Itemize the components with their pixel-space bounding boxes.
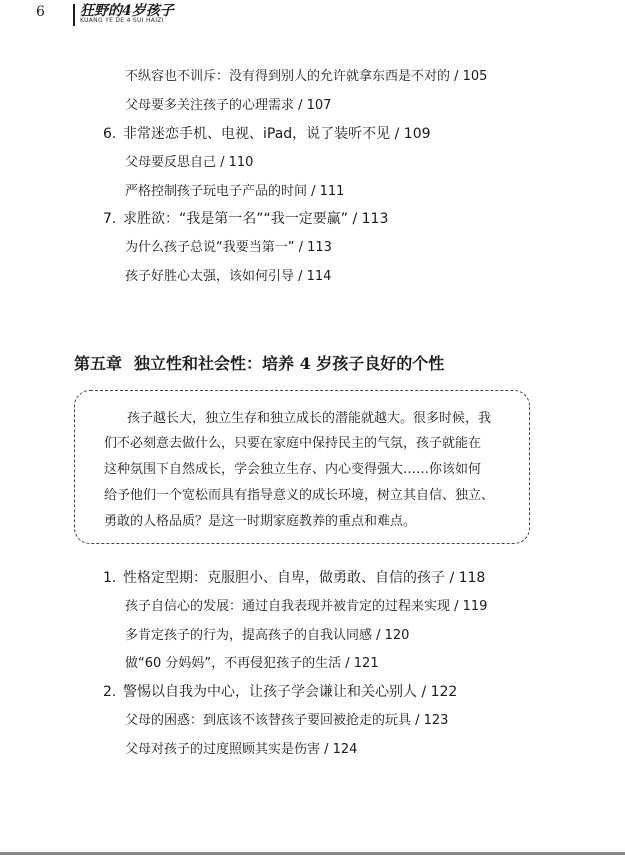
chapter-heading [74, 351, 444, 374]
chapter-label: 第五章 [74, 354, 123, 373]
intro-line: 给予他们一个宽松而具有指导意义的成长环境，树立其自信、独立、 [104, 488, 495, 503]
header-divider [73, 4, 75, 26]
page-bottom-edge [0, 852, 625, 855]
toc-subsection: 多肯定孩子的行为，提高孩子的自我认同感 / 120 [125, 628, 410, 643]
toc-subsection: 孩子自信心的发展：通过自我表现并被肯定的过程来实现 / 119 [125, 599, 488, 614]
book-title: 狂野的4岁孩子 [80, 3, 174, 19]
toc-subsection: 父母的困惑：到底该不该替孩子要回被抢走的玩具 / 123 [125, 713, 449, 728]
intro-line: 孩子越长大，独立生存和独立成长的潜能就越大。很多时候，我 [127, 411, 492, 426]
toc-subsection: 做“60 分妈妈”，不再侵犯孩子的生活 / 121 [125, 656, 379, 671]
toc-section: 6. 非常迷恋手机、电视、iPad，说了装听不见 / 109 [103, 126, 431, 142]
toc-section: 7. 求胜欲：“我是第一名”“我一定要赢” / 113 [103, 211, 389, 227]
intro-line: 这种氛围下自然成长，学会独立生存、内心变得强大……你该如何 [104, 462, 482, 477]
toc-subsection: 父母对孩子的过度照顾其实是伤害 / 124 [125, 742, 358, 757]
toc-subsection: 严格控制孩子玩电子产品的时间 / 111 [125, 184, 345, 199]
toc-section: 1. 性格定型期：克服胆小、自卑，做勇敢、自信的孩子 / 118 [103, 570, 486, 586]
intro-line: 们不必刻意去做什么，只要在家庭中保持民主的气氛，孩子就能在 [104, 436, 482, 451]
intro-line: 勇敢的人格品质？是这一时期家庭教养的重点和难点。 [104, 514, 417, 529]
toc-section: 2. 警惕以自我为中心，让孩子学会谦让和关心别人 / 122 [103, 684, 458, 700]
chapter-title: 独立性和社会性：培养 4 岁孩子良好的个性 [134, 354, 445, 373]
toc-subsection: 不纵容也不训斥：没有得到别人的允许就拿东西是不对的 / 105 [125, 69, 488, 84]
page-number: 6 [36, 4, 45, 20]
toc-subsection: 为什么孩子总说“我要当第一” / 113 [125, 240, 332, 255]
book-title-pinyin: KUANG YE DE 4 SUI HAIZI [80, 17, 164, 24]
toc-subsection: 孩子好胜心太强，该如何引导 / 114 [125, 269, 332, 284]
toc-subsection: 父母要反思自己 / 110 [125, 155, 254, 170]
toc-subsection: 父母要多关注孩子的心理需求 / 107 [125, 98, 332, 113]
